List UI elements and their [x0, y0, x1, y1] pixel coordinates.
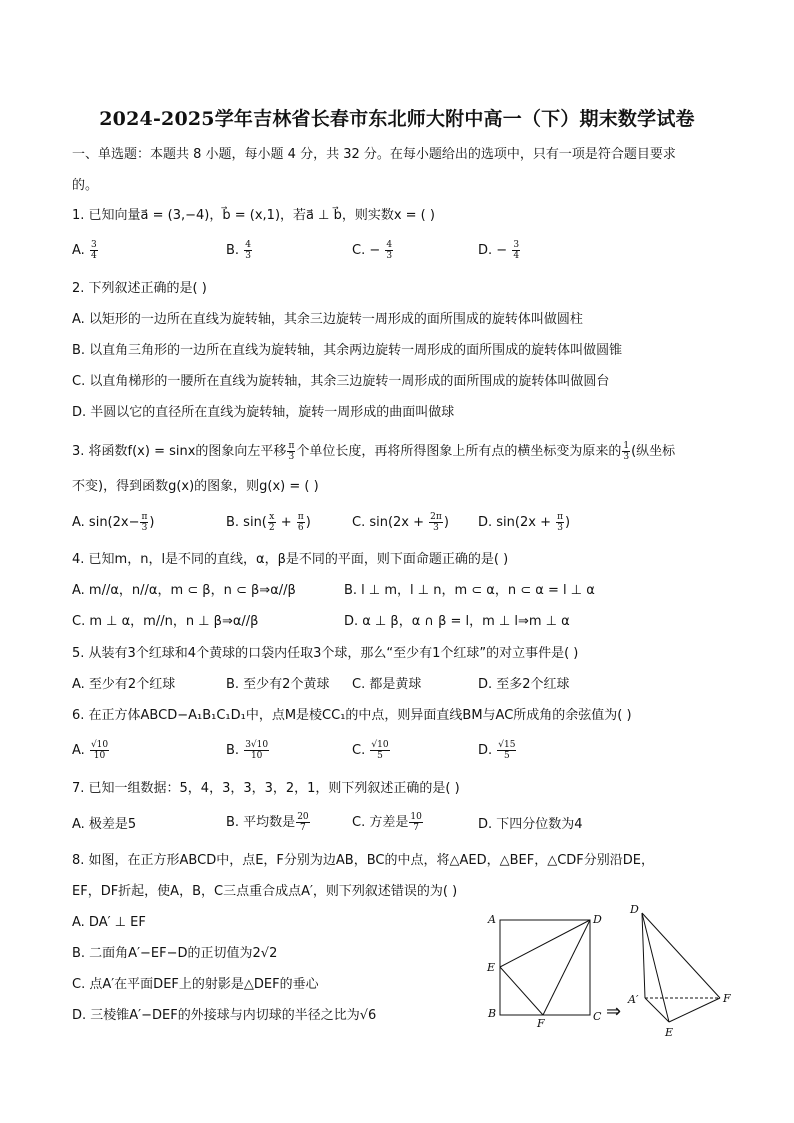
q2-stem: 2. 下列叙述正确的是( ) [72, 281, 207, 296]
numerator: π [141, 512, 148, 522]
option-label: D. − [478, 243, 508, 258]
q7-option-c [352, 812, 424, 833]
numerator: 10 [410, 812, 422, 822]
q2-option-a: A. 以矩形的一边所在直线为旋转轴，其余三边旋转一周形成的面所围成的旋转体叫做圆柱 [72, 312, 583, 327]
q2-option-c: C. 以直角梯形的一腰所在直线为旋转轴，其余三边旋转一周形成的面所围成的旋转体叫做圆台 [72, 374, 610, 389]
edge-da [642, 913, 645, 998]
fraction [556, 512, 564, 533]
q6-option-a [72, 740, 110, 761]
q2-option-b: B. 以直角三角形的一边所在直线为旋转轴，其余两边旋转一周形成的面所围成的旋转体叫做圆锥 [72, 343, 623, 358]
denominator: 4 [90, 251, 97, 261]
page-title: 2024-2025学年吉林省长春市东北师大附中高一（下）期末数学试卷 [99, 108, 695, 130]
q1-option-d [478, 240, 521, 261]
denominator: 3 [557, 523, 563, 533]
q5-option-a: A. 至少有2个红球 [72, 677, 176, 692]
fraction [512, 240, 520, 261]
q4-option-a: A. m//α，n//α，m ⊂ β，n ⊂ β⇒α//β [72, 583, 296, 598]
q8-option-a: A. DA′ ⊥ EF [72, 915, 146, 930]
q7-option-d: D. 下四分位数为4 [478, 817, 583, 832]
section-heading-line2: 的。 [72, 178, 99, 193]
q3-option-b [226, 512, 311, 533]
numerator: 4 [245, 240, 251, 250]
denominator: 6 [297, 523, 304, 533]
numerator: 20 [297, 812, 309, 822]
label-a-prime: A′ [628, 993, 639, 1006]
q4-option-b: B. l ⊥ m，l ⊥ n，m ⊂ α，n ⊂ α = l ⊥ α [344, 583, 595, 598]
label-e: E [487, 961, 496, 974]
numerator: 2π [430, 512, 442, 522]
q3-option-d [478, 512, 570, 533]
q6-option-d [478, 740, 517, 761]
q7-stem: 7. 已知一组数据：5，4，3，3，3，2，1，则下列叙述正确的是( ) [72, 781, 460, 796]
numerator: π [297, 512, 304, 522]
q1-option-a [72, 240, 99, 261]
numerator: 4 [386, 240, 393, 250]
fraction [409, 812, 422, 833]
q3-option-a [72, 512, 154, 533]
option-label: A. [72, 243, 85, 258]
numerator: 3 [513, 240, 520, 250]
tetrahedron-diagram [642, 913, 720, 1022]
q6-option-c [352, 740, 391, 761]
q8-figure [480, 905, 740, 1045]
q8-stem-line2: EF，DF折起，使A，B，C三点重合成点A′，则下列叙述错误的为( ) [72, 884, 458, 899]
label-d: D [593, 913, 602, 926]
q5-stem: 5. 从装有3个红球和4个黄球的口袋内任取3个球，那么“至少有1个红球”的对立事件是( ) [72, 646, 579, 661]
text: ) [149, 515, 155, 530]
text: B. 平均数是 [226, 815, 296, 830]
fraction [244, 740, 269, 761]
segment-ed [500, 920, 590, 967]
fraction [287, 441, 295, 462]
fraction [370, 740, 389, 761]
q4-option-d: D. α ⊥ β，α ∩ β = l，m ⊥ l⇒m ⊥ α [344, 614, 570, 629]
numerator: x [269, 512, 275, 522]
fraction [268, 512, 276, 533]
q5-option-b: B. 至少有2个黄球 [226, 677, 330, 692]
denominator: 7 [300, 823, 306, 833]
square-abcd [500, 920, 590, 1015]
denominator: 3 [433, 523, 439, 533]
numerator: 3√10 [245, 740, 269, 750]
q8-option-c: C. 点A′在平面DEF上的射影是△DEF的垂心 [72, 977, 319, 992]
segment-fd [543, 920, 590, 1015]
q5-option-c: C. 都是黄球 [352, 677, 422, 692]
numerator: π [288, 441, 295, 451]
fraction [244, 240, 252, 261]
option-label: C. [352, 743, 366, 758]
q7-option-b [226, 812, 311, 833]
fraction [90, 740, 109, 761]
q7-option-a: A. 极差是5 [72, 817, 137, 832]
label-f: F [537, 1017, 545, 1030]
fraction [296, 812, 309, 833]
q8-option-b: B. 二面角A′−EF−D的正切值为2√2 [72, 946, 278, 961]
text: ) [305, 515, 311, 530]
text: B. sin( [226, 515, 267, 530]
text: 个单位长度，再将所得图象上所有点的横坐标变为原来的 [296, 444, 622, 459]
label-f2: F [723, 992, 731, 1005]
option-label: A. [72, 743, 85, 758]
text: 3. 将函数f(x) = sinx的图象向左平移 [72, 444, 287, 459]
segment-ef [500, 967, 543, 1015]
denominator: 3 [288, 452, 295, 462]
label-a: A [488, 913, 496, 926]
label-b: B [488, 1007, 497, 1020]
denominator: 10 [250, 751, 263, 761]
label-c: C [593, 1010, 602, 1023]
option-label: D. [478, 743, 493, 758]
q4-stem: 4. 已知m，n，l是不同的直线，α，β是不同的平面，则下面命题正确的是( ) [72, 552, 509, 567]
numerator: 3 [90, 240, 97, 250]
square-diagram [500, 920, 590, 1015]
q5-option-d: D. 至多2个红球 [478, 677, 570, 692]
q8-option-d: D. 三棱锥A′−DEF的外接球与内切球的半径之比为√6 [72, 1008, 377, 1023]
denominator: 10 [93, 751, 106, 761]
fraction [497, 740, 516, 761]
fraction [140, 512, 148, 533]
label-d2: D [630, 905, 639, 916]
denominator: 7 [413, 823, 419, 833]
edge-ef [669, 998, 720, 1022]
arrow-icon: ⇒ [606, 1001, 622, 1022]
q4-option-c: C. m ⊥ α，m//n，n ⊥ β⇒α//β [72, 614, 259, 629]
text: ) [443, 515, 449, 530]
fraction [429, 512, 443, 533]
numerator: √10 [371, 740, 389, 750]
numerator: √10 [90, 740, 109, 750]
q1-option-c [352, 240, 394, 261]
text: ) [565, 515, 571, 530]
denominator: 5 [504, 751, 510, 761]
q6-stem: 6. 在正方体ABCD−A₁B₁C₁D₁中，点M是棱CC₁的中点，则异面直线BM与AC所成角的余弦值为( ) [72, 708, 632, 723]
text: + [276, 515, 296, 530]
denominator: 2 [268, 523, 275, 533]
option-label: B. [226, 743, 240, 758]
q3-stem-line1 [72, 441, 675, 462]
option-label: C. − [352, 243, 381, 258]
edge-df [642, 913, 720, 998]
numerator: π [557, 512, 564, 522]
denominator: 5 [377, 751, 383, 761]
text: A. sin(2x− [72, 515, 140, 530]
q8-stem-line1: 8. 如图，在正方形ABCD中，点E，F分别为边AB，BC的中点，将△AED，△BEF，△CDF分别沿DE， [72, 853, 654, 868]
denominator: 3 [245, 251, 251, 261]
numerator: √15 [498, 740, 516, 750]
edge-ae [645, 998, 669, 1022]
label-e2: E [665, 1026, 674, 1039]
text: (纵坐标 [631, 444, 676, 459]
q1-option-b [226, 240, 253, 261]
denominator: 3 [386, 251, 393, 261]
text: C. 方差是 [352, 815, 409, 830]
denominator: 3 [141, 523, 148, 533]
fraction [90, 240, 98, 261]
numerator: 1 [623, 441, 630, 451]
text: D. sin(2x + [478, 515, 556, 530]
q6-option-b [226, 740, 270, 761]
text: C. sin(2x + [352, 515, 429, 530]
edge-de [642, 913, 669, 1022]
section-heading-line1: 一、单选题：本题共 8 小题，每小题 4 分，共 32 分。在每小题给出的选项中，只有一项是符合题目要求 [72, 147, 676, 162]
fraction [385, 240, 393, 261]
denominator: 3 [623, 452, 630, 462]
option-label: B. [226, 243, 240, 258]
fraction [297, 512, 305, 533]
q1-stem: 1. 已知向量a⃗ = (3,−4)，b⃗ = (x,1)，若a⃗ ⊥ b⃗，则实数x = ( ) [72, 208, 435, 223]
q2-option-d: D. 半圆以它的直径所在直线为旋转轴，旋转一周形成的曲面叫做球 [72, 405, 455, 420]
q3-option-c [352, 512, 449, 533]
denominator: 4 [513, 251, 520, 261]
q3-stem-line2: 不变)，得到函数g(x)的图象，则g(x) = ( ) [72, 479, 319, 494]
fraction [622, 441, 630, 462]
